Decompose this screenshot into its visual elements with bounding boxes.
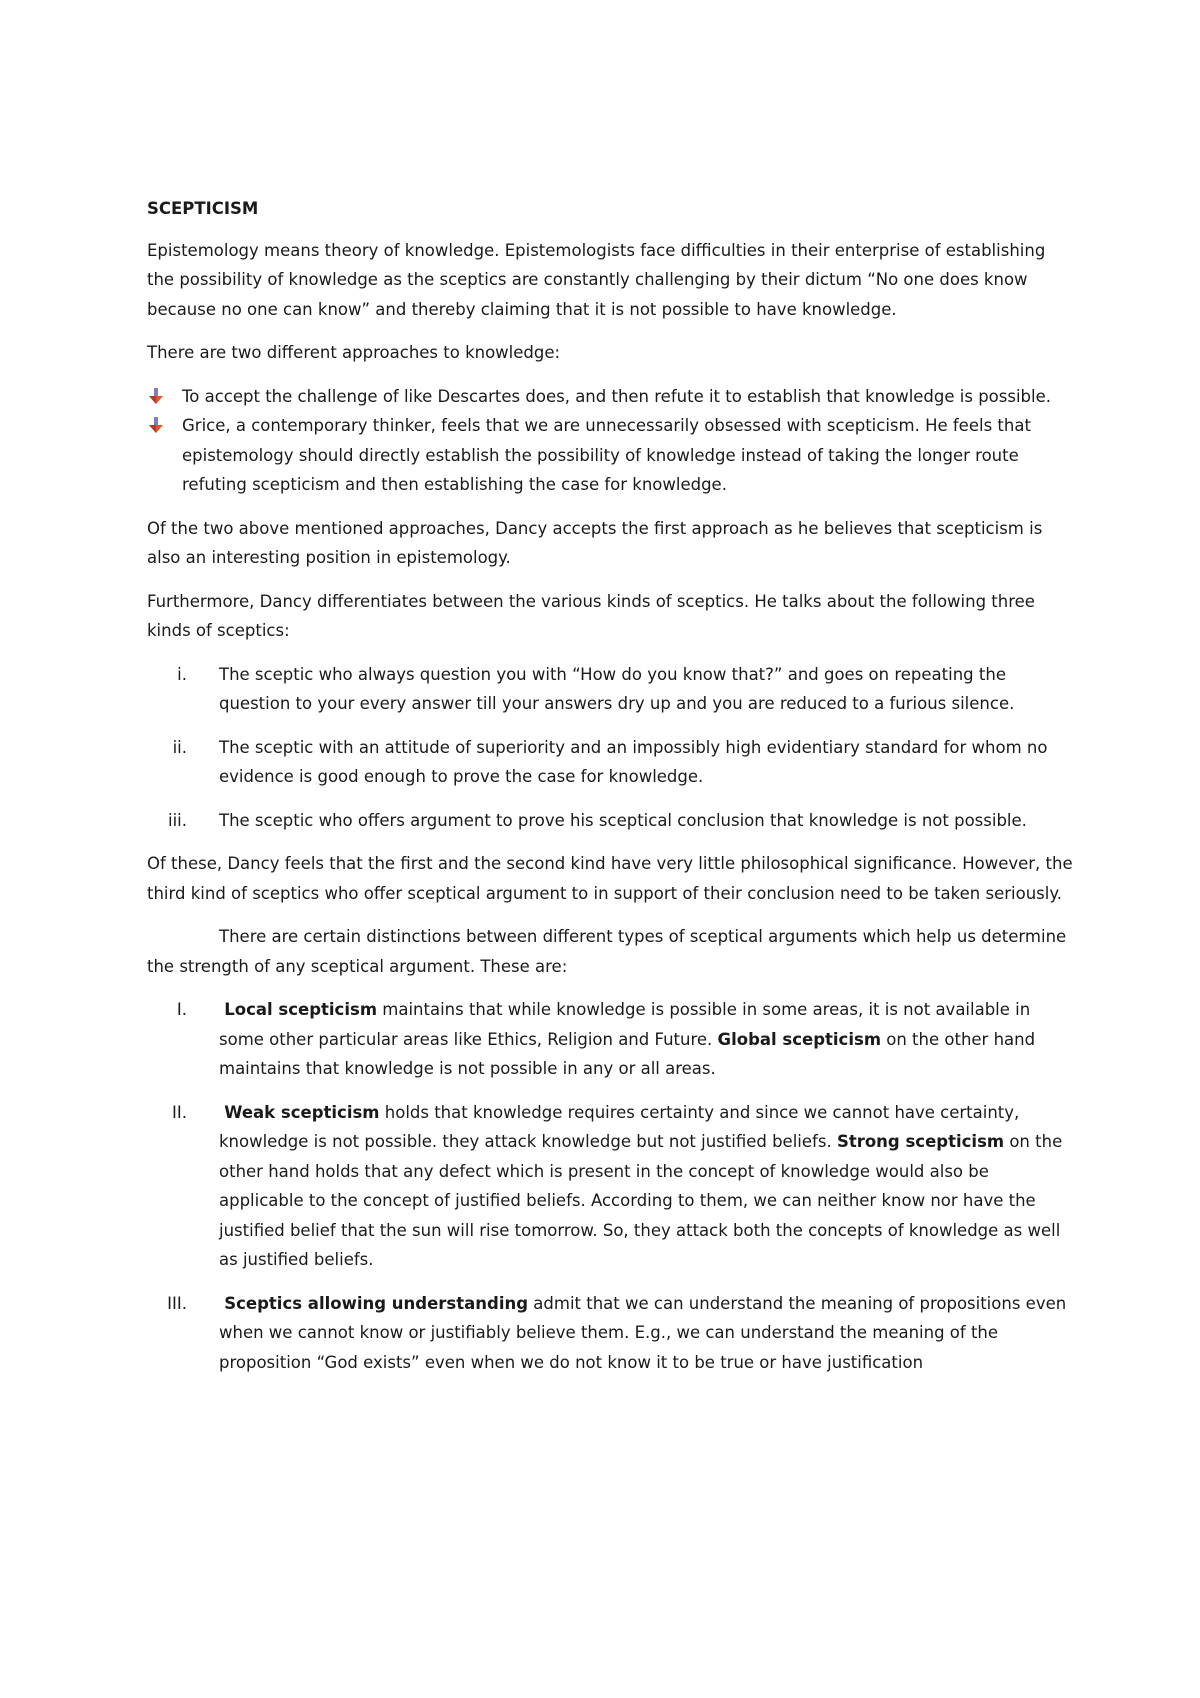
list-number: I.	[176, 1000, 187, 1019]
approach-text: To accept the challenge of like Descartes does, and then refute it to establish that knowledge is possible.	[182, 386, 1051, 406]
list-item	[147, 411, 1075, 500]
definition-text: on the other hand holds that any defect which is present in the concept of knowledge would also be applicable to the concept of justified beliefs. According to them, we can neither know nor have the justified belief that the sun will rise tomorrow. So, they attack both the concepts of knowledge as well as justified beliefs.	[219, 1132, 1063, 1269]
term-bold: Strong scepticism	[836, 1132, 1005, 1151]
term-bold: Local scepticism	[224, 1000, 378, 1019]
down-arrow-bullet-icon	[149, 388, 165, 406]
kind-text: The sceptic who offers argument to prove his sceptical conclusion that knowledge is not possible.	[219, 810, 1027, 830]
list-item	[147, 382, 1075, 412]
down-arrow-bullet-icon	[149, 417, 165, 435]
list-item	[147, 1289, 1075, 1378]
list-number: III.	[167, 1293, 187, 1313]
list-item	[147, 1098, 1075, 1275]
list-item	[147, 660, 1075, 719]
sceptic-kinds-list	[147, 660, 1075, 836]
term-bold: Global scepticism	[717, 1029, 882, 1049]
term-bold: Sceptics allowing understanding	[224, 1293, 529, 1313]
list-number: iii.	[168, 810, 187, 830]
list-number: i.	[177, 664, 187, 684]
approach-text: Grice, a contemporary thinker, feels that we are unnecessarily obsessed with scepticism. He feels that epistemology should directly establish the possibility of knowledge instead of taking the longer route refuting scepticism and then establishing the case for knowledge.	[182, 416, 1031, 494]
definition-text: on the other hand maintains that knowledge is not possible in any or all areas.	[219, 1029, 1036, 1078]
list-number: II.	[172, 1102, 187, 1122]
definition-text: admit that we can understand the meaning of propositions even when we cannot know or justifiably believe them. E.g., we can understand the meaning of the proposition “God exists” even when we do not know it to be true or have justification	[219, 1293, 1067, 1372]
distinctions-list	[147, 995, 1075, 1377]
dancy-approach-paragraph: Of the two above mentioned approaches, Dancy accepts the first approach as he believes that scepticism is also an interesting position in epistemology.	[147, 518, 1043, 567]
kind-text: The sceptic who always question you with “How do you know that?” and goes on repeating the question to your every answer till your answers dry up and you are reduced to a furious silence.	[219, 664, 1015, 713]
list-item	[147, 995, 1075, 1084]
document-title: SCEPTICISM	[147, 199, 259, 218]
significance-paragraph: Of these, Dancy feels that the first and the second kind have very little philosophical significance. However, the third kind of sceptics who offer sceptical argument to in support of their conclusion need to be taken seriously.	[147, 854, 1073, 903]
list-item	[147, 733, 1075, 792]
definition-text: maintains that while knowledge is possible in some areas, it is not available in some other particular areas like Ethics, Religion and Future.	[219, 1000, 1031, 1049]
term-bold: Weak scepticism	[224, 1102, 380, 1122]
approaches-list	[147, 382, 1075, 500]
approaches-intro: There are two different approaches to knowledge:	[147, 343, 561, 362]
kinds-intro-paragraph: Furthermore, Dancy differentiates between the various kinds of sceptics. He talks about the following three kinds of sceptics:	[147, 591, 1035, 640]
kind-text: The sceptic with an attitude of superiority and an impossibly high evidentiary standard for whom no evidence is good enough to prove the case for knowledge.	[219, 737, 1048, 786]
list-number: ii.	[172, 737, 187, 757]
distinctions-intro-paragraph: There are certain distinctions between different types of sceptical arguments which help us determine the strength of any sceptical argument. These are:	[147, 927, 1067, 976]
definition-text: holds that knowledge requires certainty and since we cannot have certainty, knowledge is not possible. they attack knowledge but not justified beliefs.	[219, 1102, 1020, 1151]
intro-paragraph: Epistemology means theory of knowledge. Epistemologists face difficulties in their enterprise of establishing the possibility of knowledge as the sceptics are constantly challenging by their dictum “No one does know because no one can know” and thereby claiming that it is not possible to have knowledge.	[147, 240, 1046, 319]
list-item	[147, 806, 1075, 836]
